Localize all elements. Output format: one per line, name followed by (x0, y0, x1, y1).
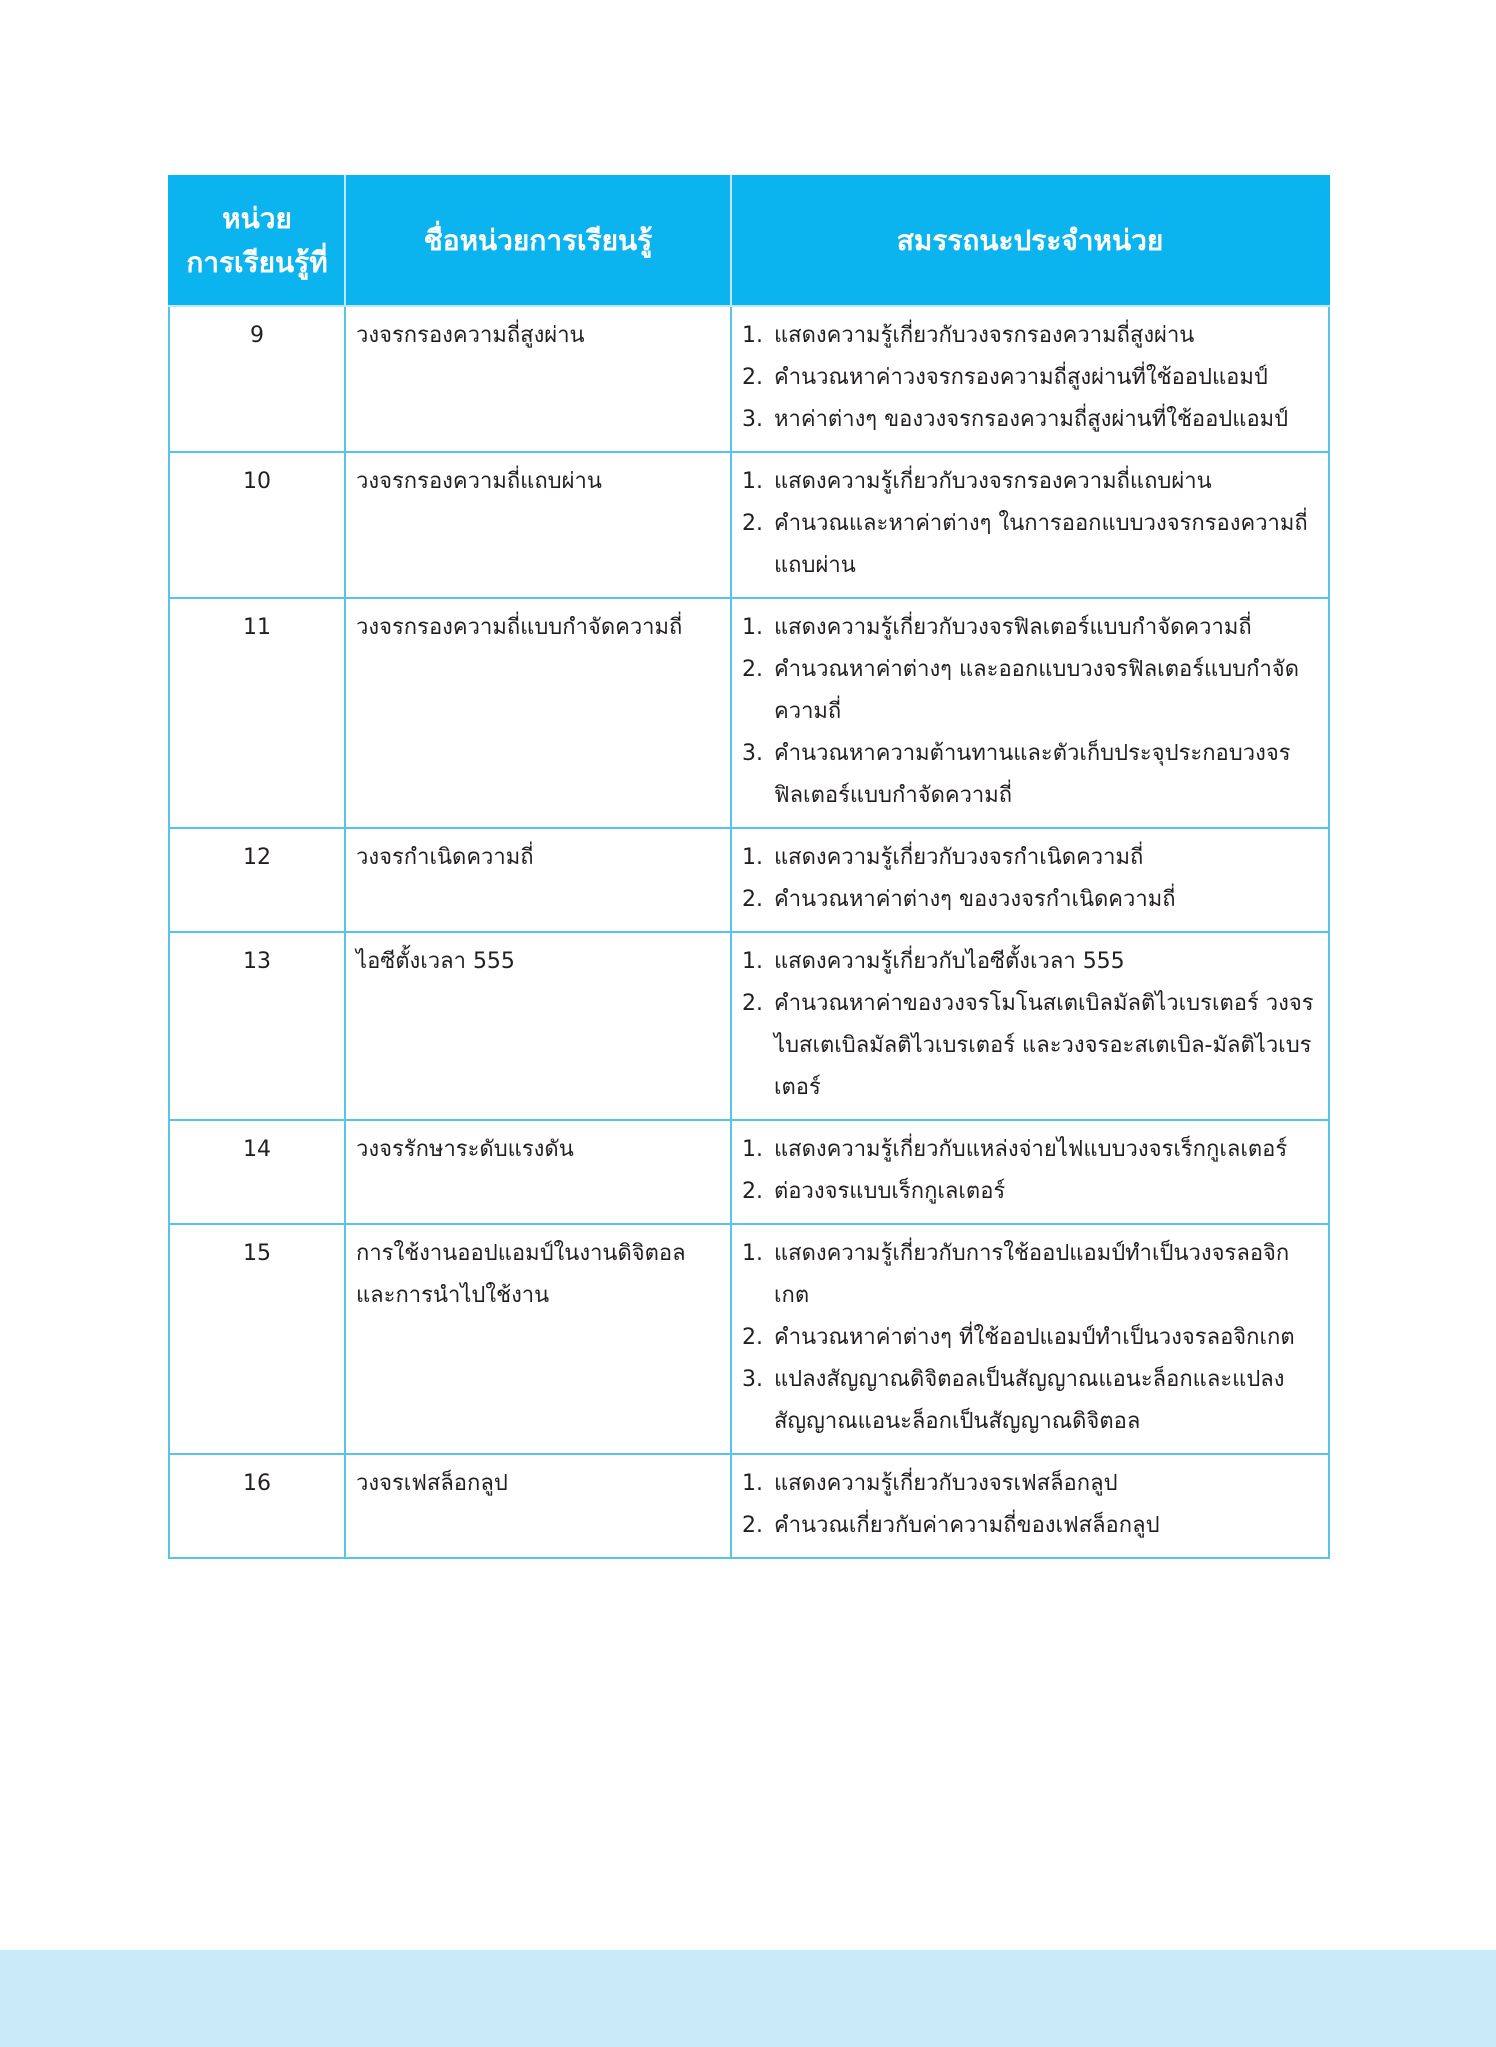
competency-list (742, 1233, 1318, 1443)
competency-text: แสดงความรู้เกี่ยวกับวงจรเฟสล็อกลูป (774, 1471, 1118, 1496)
competency-text: แสดงความรู้เกี่ยวกับวงจรฟิลเตอร์แบบกำจัดความถี่ (774, 615, 1252, 640)
unit-competencies (731, 598, 1329, 828)
competency-item (742, 1233, 1318, 1317)
unit-name: วงจรกรองความถี่สูงผ่าน (345, 306, 731, 452)
header-row (169, 176, 1329, 306)
competency-list (742, 941, 1318, 1109)
table-header (169, 176, 1329, 306)
competency-list (742, 1129, 1318, 1213)
competency-text: แสดงความรู้เกี่ยวกับไอซีตั้งเวลา 555 (774, 949, 1125, 974)
competency-list (742, 461, 1318, 587)
competency-item (742, 1359, 1318, 1443)
competency-text: แสดงความรู้เกี่ยวกับแหล่งจ่ายไฟแบบวงจรเร็กกูเลเตอร์ (774, 1137, 1288, 1162)
curriculum-table (168, 175, 1330, 1559)
competency-item (742, 607, 1318, 649)
table-body (169, 306, 1329, 1558)
unit-number: 13 (169, 932, 345, 1120)
competency-text: คำนวณเกี่ยวกับค่าความถี่ของเฟสล็อกลูป (774, 1513, 1160, 1538)
unit-name: ไอซีตั้งเวลา 555 (345, 932, 731, 1120)
header-unit (169, 176, 345, 306)
unit-number: 16 (169, 1454, 345, 1558)
header-competency: สมรรถนะประจำหน่วย (731, 176, 1329, 306)
competency-list (742, 837, 1318, 921)
unit-name: วงจรกรองความถี่แถบผ่าน (345, 452, 731, 598)
competency-text: คำนวณหาค่าต่างๆ ที่ใช้ออปแอมป์ทำเป็นวงจรลอจิกเกต (774, 1325, 1295, 1350)
competency-item (742, 399, 1318, 441)
competency-text: คำนวณหาค่าต่างๆ และออกแบบวงจรฟิลเตอร์แบบกำจัดความถี่ (774, 657, 1299, 724)
competency-number: 2. (742, 657, 763, 682)
unit-number: 12 (169, 828, 345, 932)
competency-number: 2. (742, 887, 763, 912)
unit-competencies (731, 1454, 1329, 1558)
unit-competencies (731, 1224, 1329, 1454)
unit-name: วงจรรักษาระดับแรงดัน (345, 1120, 731, 1224)
competency-item (742, 941, 1318, 983)
competency-item (742, 1505, 1318, 1547)
competency-item (742, 733, 1318, 817)
competency-number: 3. (742, 407, 763, 432)
competency-text: ต่อวงจรแบบเร็กกูเลเตอร์ (774, 1179, 1006, 1204)
unit-name: วงจรเฟสล็อกลูป (345, 1454, 731, 1558)
competency-text: คำนวณหาค่าต่างๆ ของวงจรกำเนิดความถี่ (774, 887, 1176, 912)
competency-list (742, 315, 1318, 441)
competency-number: 1. (742, 949, 763, 974)
competency-number: 2. (742, 511, 763, 536)
unit-number: 14 (169, 1120, 345, 1224)
table-row (169, 932, 1329, 1120)
table-row (169, 598, 1329, 828)
unit-competencies (731, 932, 1329, 1120)
unit-competencies (731, 306, 1329, 452)
competency-item (742, 461, 1318, 503)
competency-list (742, 1463, 1318, 1547)
competency-number: 2. (742, 1325, 763, 1350)
header-unit-line1: หน่วย (222, 202, 292, 235)
competency-number: 2. (742, 365, 763, 390)
header-unit-line2: การเรียนรู้ที่ (186, 246, 328, 279)
table-row (169, 1454, 1329, 1558)
competency-text: คำนวณหาความต้านทานและตัวเก็บประจุประกอบวงจรฟิลเตอร์แบบกำจัดความถี่ (774, 741, 1291, 808)
competency-item (742, 315, 1318, 357)
competency-item (742, 357, 1318, 399)
competency-item (742, 1171, 1318, 1213)
competency-text: คำนวณหาค่าวงจรกรองความถี่สูงผ่านที่ใช้ออปแอมป์ (774, 365, 1268, 390)
footer-band (0, 1950, 1496, 2047)
unit-name: การใช้งานออปแอมป์ในงานดิจิตอลและการนำไปใช้งาน (345, 1224, 731, 1454)
competency-list (742, 607, 1318, 817)
competency-number: 1. (742, 845, 763, 870)
competency-text: คำนวณและหาค่าต่างๆ ในการออกแบบวงจรกรองความถี่แถบผ่าน (774, 511, 1308, 578)
unit-competencies (731, 828, 1329, 932)
competency-number: 1. (742, 1241, 763, 1266)
competency-number: 2. (742, 991, 763, 1016)
competency-item (742, 649, 1318, 733)
header-unit-name: ชื่อหน่วยการเรียนรู้ (345, 176, 731, 306)
table-row (169, 306, 1329, 452)
unit-name: วงจรกำเนิดความถี่ (345, 828, 731, 932)
competency-number: 1. (742, 323, 763, 348)
competency-number: 2. (742, 1179, 763, 1204)
competency-text: แสดงความรู้เกี่ยวกับวงจรกรองความถี่แถบผ่าน (774, 469, 1212, 494)
table-row (169, 828, 1329, 932)
competency-number: 3. (742, 741, 763, 766)
competency-item (742, 837, 1318, 879)
table-row (169, 1224, 1329, 1454)
competency-item (742, 1463, 1318, 1505)
competency-item (742, 879, 1318, 921)
competency-number: 1. (742, 1471, 763, 1496)
competency-text: แสดงความรู้เกี่ยวกับวงจรกำเนิดความถี่ (774, 845, 1144, 870)
competency-text: หาค่าต่างๆ ของวงจรกรองความถี่สูงผ่านที่ใช้ออปแอมป์ (774, 407, 1289, 432)
competency-number: 3. (742, 1367, 763, 1392)
competency-text: แสดงความรู้เกี่ยวกับวงจรกรองความถี่สูงผ่าน (774, 323, 1195, 348)
competency-item (742, 1317, 1318, 1359)
unit-number: 11 (169, 598, 345, 828)
unit-number: 15 (169, 1224, 345, 1454)
competency-text: แปลงสัญญาณดิจิตอลเป็นสัญญาณแอนะล็อกและแปลงสัญญาณแอนะล็อกเป็นสัญญาณดิจิตอล (774, 1367, 1285, 1434)
competency-text: แสดงความรู้เกี่ยวกับการใช้ออปแอมป์ทำเป็นวงจรลอจิกเกต (774, 1241, 1290, 1308)
competency-item (742, 1129, 1318, 1171)
unit-name: วงจรกรองความถี่แบบกำจัดความถี่ (345, 598, 731, 828)
competency-number: 1. (742, 615, 763, 640)
table-row (169, 1120, 1329, 1224)
competency-item (742, 503, 1318, 587)
competency-text: คำนวณหาค่าของวงจรโมโนสเตเบิลมัลติไวเบรเตอร์ วงจรไบสเตเบิลมัลติไวเบรเตอร์ และวงจรอะสเตเบิล-มัลติไวเบรเตอร์ (774, 991, 1314, 1100)
table-row (169, 452, 1329, 598)
competency-item (742, 983, 1318, 1109)
unit-competencies (731, 452, 1329, 598)
competency-number: 2. (742, 1513, 763, 1538)
competency-number: 1. (742, 1137, 763, 1162)
unit-number: 9 (169, 306, 345, 452)
unit-competencies (731, 1120, 1329, 1224)
unit-number: 10 (169, 452, 345, 598)
competency-number: 1. (742, 469, 763, 494)
